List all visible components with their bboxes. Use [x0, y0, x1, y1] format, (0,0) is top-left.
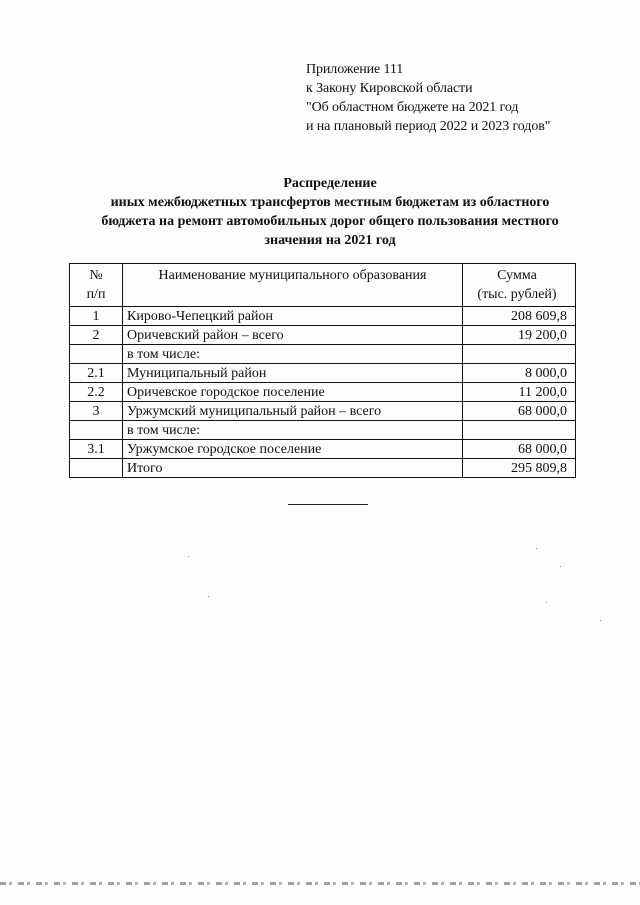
row-sum: 8 000,0 [463, 364, 576, 383]
appendix-line-2: к Закону Кировской области [306, 81, 473, 96]
row-number: 2.1 [70, 364, 123, 383]
table-row [70, 345, 576, 364]
table-row [70, 440, 576, 459]
scan-speck [546, 602, 547, 603]
scan-speck [208, 596, 209, 597]
row-name: Кирово-Чепецкий район [123, 307, 463, 326]
row-number: 3 [70, 402, 123, 421]
row-sum: 295 809,8 [463, 459, 576, 478]
title-line-4: значения на 2021 год [264, 233, 396, 248]
header-number-abbr: п/п [86, 287, 106, 302]
header-number-symbol: № [89, 268, 103, 283]
header-number [70, 264, 123, 307]
appendix-line-4: и на плановый период 2022 и 2023 годов" [306, 119, 551, 134]
row-sum: 68 000,0 [463, 440, 576, 459]
row-sum [463, 345, 576, 364]
budget-table [69, 263, 576, 478]
row-name: Муниципальный район [123, 364, 463, 383]
row-name: Итого [123, 459, 463, 478]
row-sum: 68 000,0 [463, 402, 576, 421]
row-name: в том числе: [123, 345, 463, 364]
row-number [70, 421, 123, 440]
table-row [70, 402, 576, 421]
table-row [70, 307, 576, 326]
title-line-1: Распределение [283, 176, 377, 191]
row-number: 3.1 [70, 440, 123, 459]
row-sum [463, 421, 576, 440]
table-header-row [70, 264, 576, 307]
scan-speck [188, 556, 189, 557]
scan-speck [536, 548, 537, 549]
table-row [70, 326, 576, 345]
row-sum: 208 609,8 [463, 307, 576, 326]
title-line-3: бюджета на ремонт автомобильных дорог общего пользования местного [101, 214, 559, 229]
row-number [70, 345, 123, 364]
title-line-2: иных межбюджетных трансфертов местным бюджетам из областного [110, 195, 550, 210]
header-sum-label: Сумма [497, 268, 537, 283]
scan-edge-artifact [0, 882, 640, 885]
table-row [70, 421, 576, 440]
table-row [70, 364, 576, 383]
row-name: в том числе: [123, 421, 463, 440]
row-number [70, 459, 123, 478]
row-name: Уржумское городское поселение [123, 440, 463, 459]
row-name: Оричевский район – всего [123, 326, 463, 345]
row-sum: 11 200,0 [463, 383, 576, 402]
scan-speck [600, 620, 601, 621]
header-name: Наименование муниципального образования [123, 264, 463, 307]
row-name: Оричевское городское поселение [123, 383, 463, 402]
document-title [60, 174, 600, 250]
appendix-line-1: Приложение 111 [306, 62, 404, 77]
row-number: 2.2 [70, 383, 123, 402]
header-sum [463, 264, 576, 307]
closing-line [288, 504, 368, 505]
row-sum: 19 200,0 [463, 326, 576, 345]
row-number: 2 [70, 326, 123, 345]
scan-speck [560, 566, 561, 567]
row-number: 1 [70, 307, 123, 326]
header-sum-unit: (тыс. рублей) [477, 287, 557, 302]
appendix-line-3: "Об областном бюджете на 2021 год [306, 100, 519, 115]
table-row [70, 459, 576, 478]
row-name: Уржумский муниципальный район – всего [123, 402, 463, 421]
appendix-note [306, 60, 550, 136]
table-row [70, 383, 576, 402]
